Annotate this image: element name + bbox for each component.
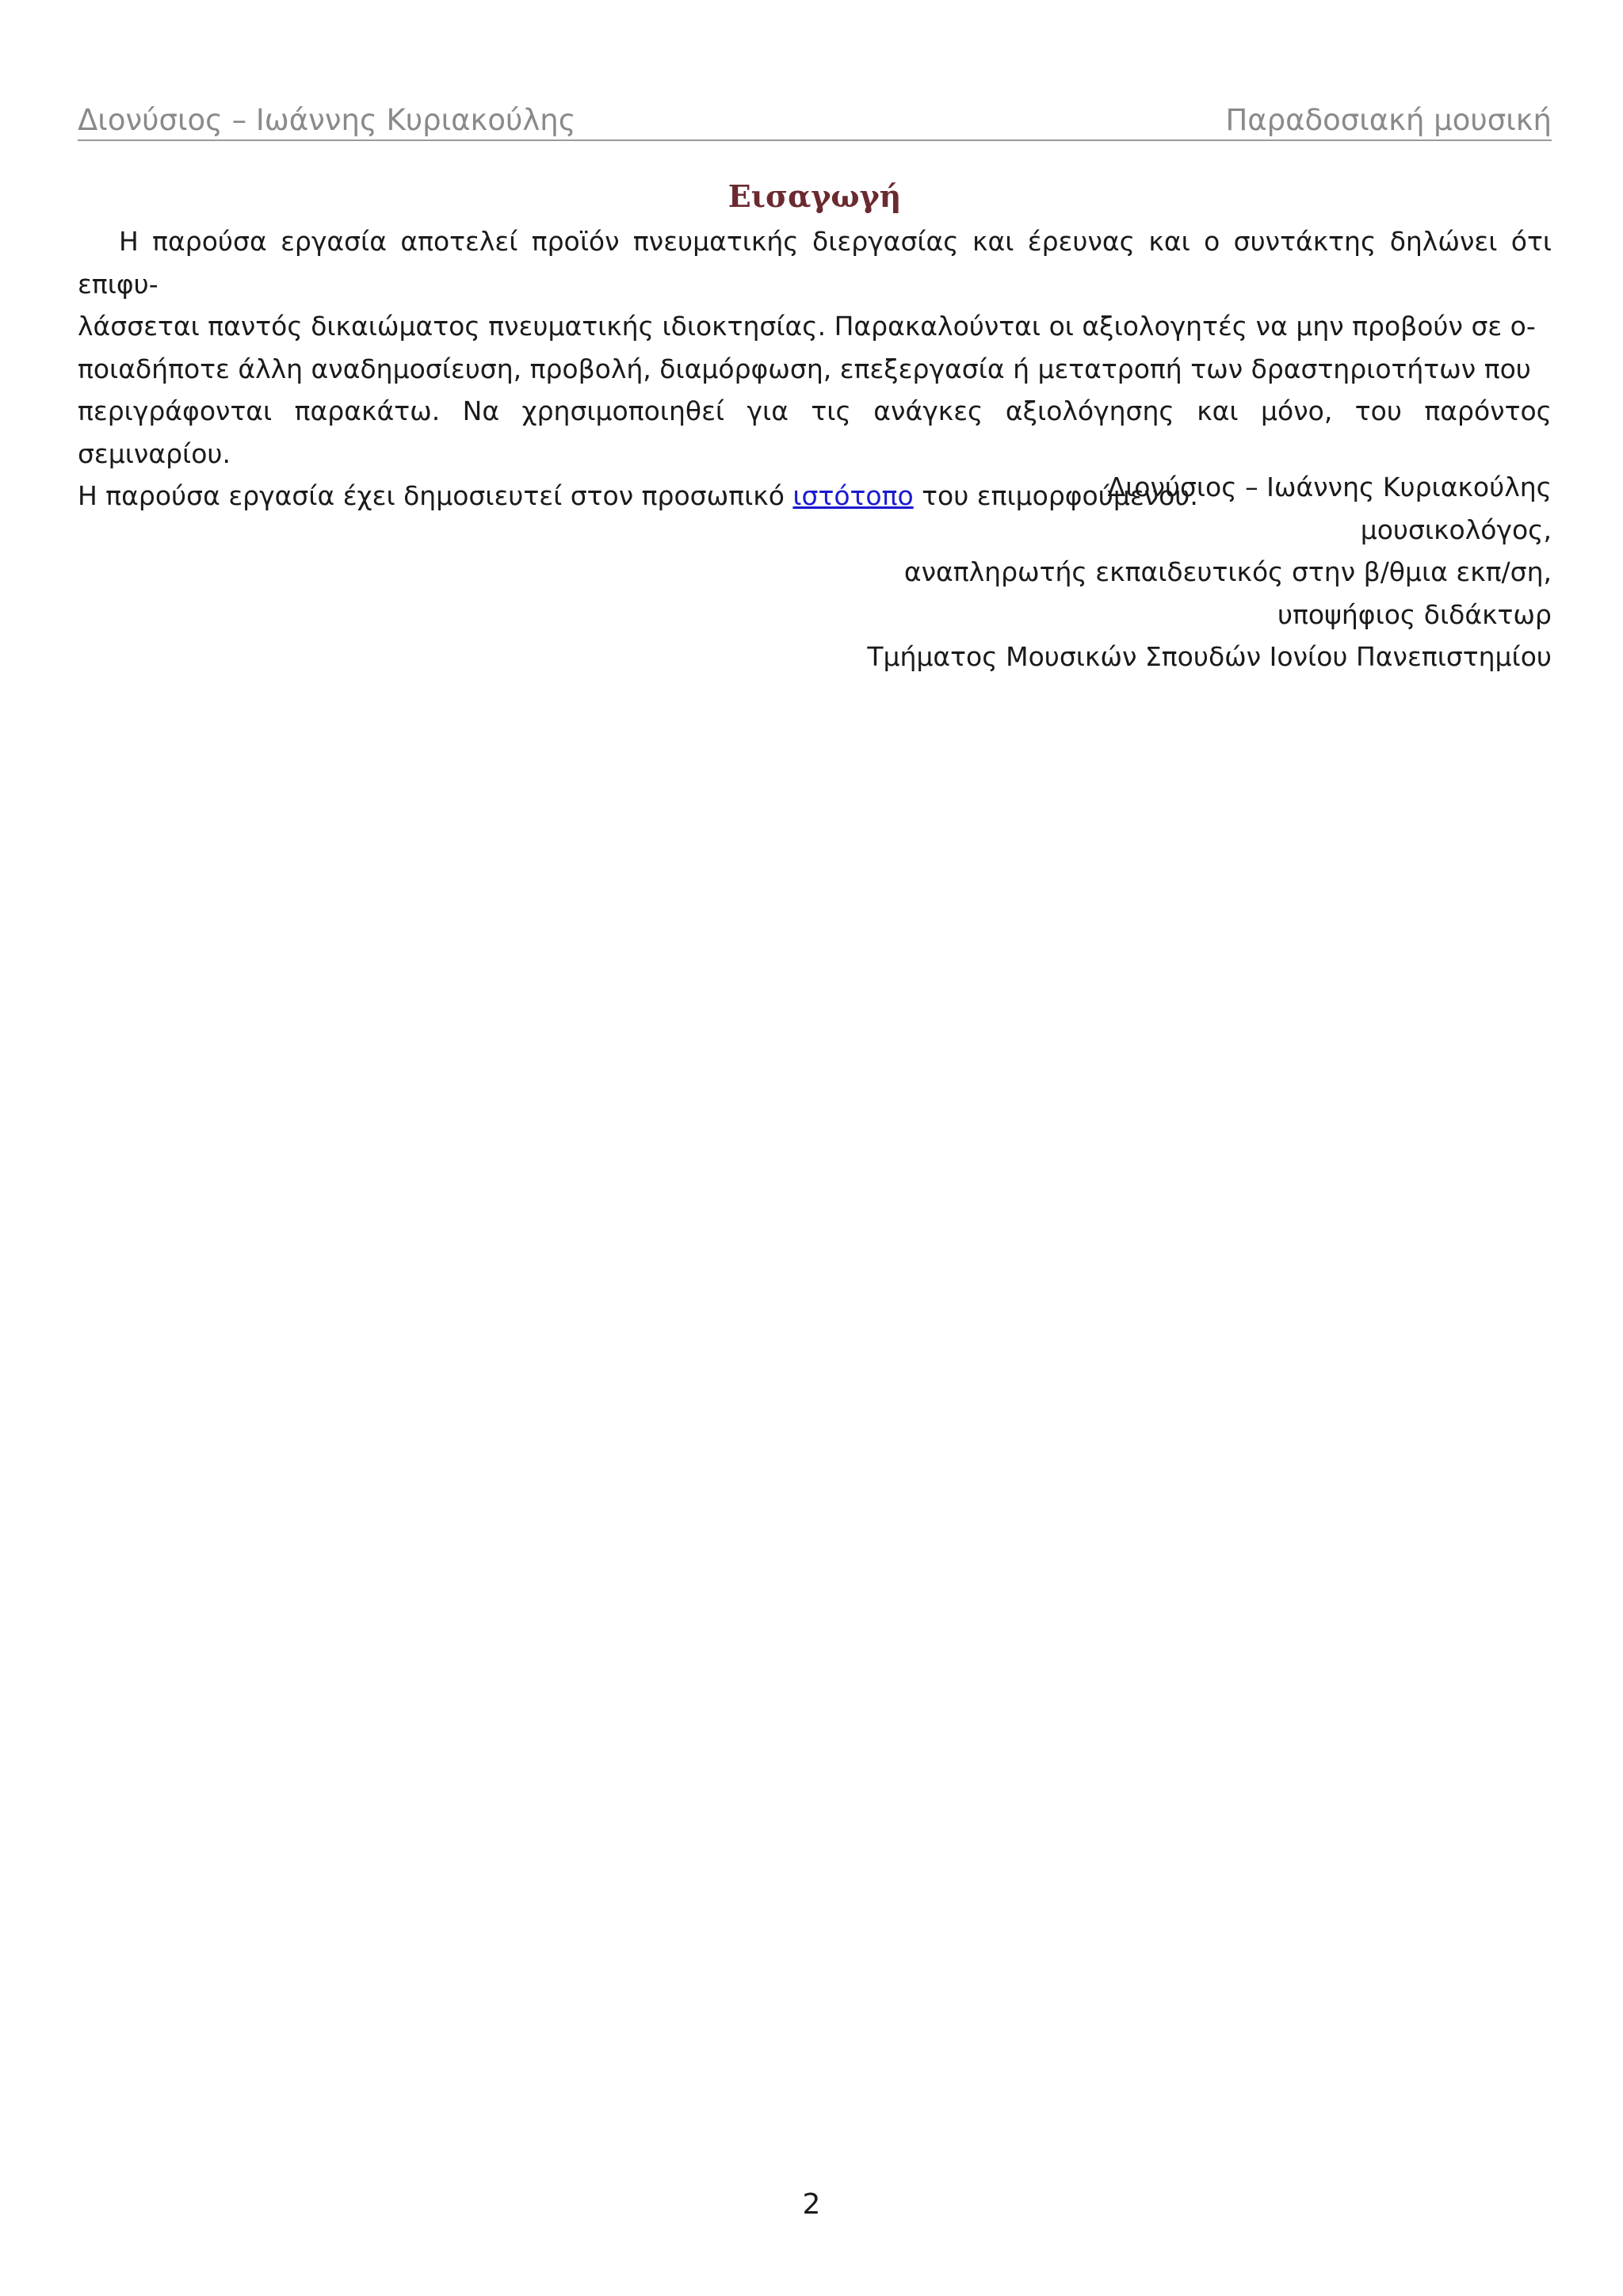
signature-block xyxy=(521,466,1552,678)
paragraph-line-5-start: Η παρούσα εργασία έχει δημοσιευτεί στον προσωπικό xyxy=(78,480,793,511)
website-link[interactable]: ιστότοπο xyxy=(792,480,914,511)
page-number: 2 xyxy=(802,2188,821,2221)
paragraph-line-4: περιγράφονται παρακάτω. Να χρησιμοποιηθεί για τις ανάγκες αξιολόγησης και μόνο, του παρόντος σεμιναρίου. xyxy=(78,395,1552,469)
section-title: Εισαγωγή xyxy=(727,178,902,214)
signature-position: αναπληρωτής εκπαιδευτικός στην β/θμια εκπ/ση, xyxy=(903,556,1552,587)
signature-name: Διονύσιος – Ιωάννης Κυριακούλης xyxy=(1107,472,1552,502)
header-subject: Παραδοσιακή μουσική xyxy=(1225,103,1552,137)
signature-candidate: υποψήφιος διδάκτωρ xyxy=(1277,598,1552,630)
signature-department: Τμήματος Μουσικών Σπουδών Ιονίου Πανεπιστημίου xyxy=(867,641,1552,672)
paragraph-line-3: ποιαδήποτε άλλη αναδημοσίευση, προβολή, διαμόρφωση, επεξεργασία ή μετατροπή των δραστηριοτήτων που xyxy=(78,353,1531,384)
signature-role: μουσικολόγος, xyxy=(1360,514,1552,545)
running-header xyxy=(78,101,1552,141)
paragraph-line-1: Η παρούσα εργασία αποτελεί προϊόν πνευματικής διεργασίας και έρευνας και ο συντάκτης δηλώνει ότι επιφυ- xyxy=(78,226,1552,300)
header-author: Διονύσιος – Ιωάννης Κυριακούλης xyxy=(78,103,576,137)
paragraph-line-2: λάσσεται παντός δικαιώματος πνευματικής ιδιοκτησίας. Παρακαλούνται οι αξιολογητές να μην προβούν σε ο- xyxy=(78,311,1536,342)
paragraph-line-5-end: του επιμορφούμενου. xyxy=(913,480,1198,511)
